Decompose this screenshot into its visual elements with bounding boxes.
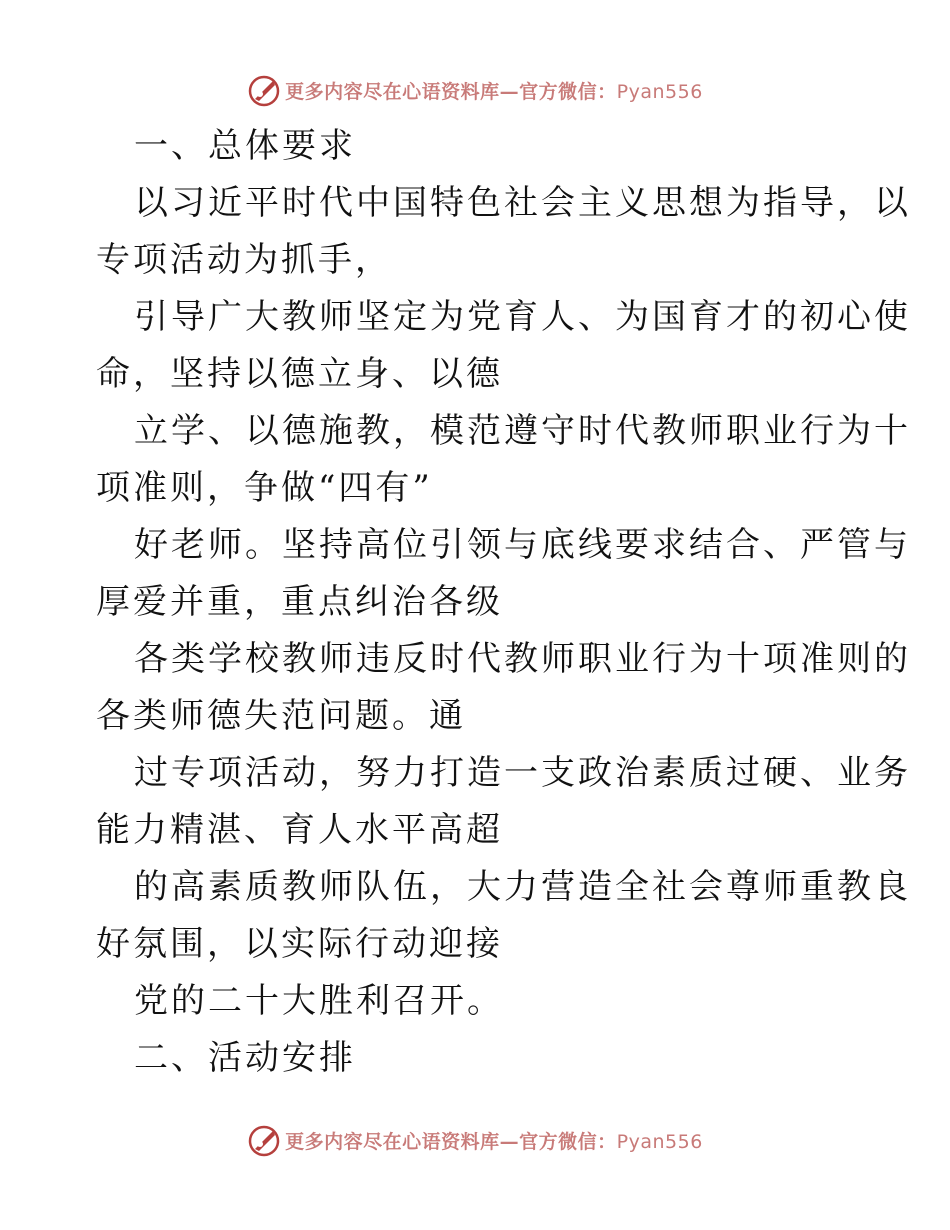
paragraph: 立学、以德施教，模范遵守时代教师职业行为十 项准则，争做“四有” <box>96 411 911 508</box>
paragraph: 各类学校教师违反时代教师职业行为十项准则的 各类师德失范问题。通 <box>96 639 911 736</box>
section-heading-1: 一、总体要求 <box>134 126 356 166</box>
watermark-header <box>0 70 950 110</box>
watermark-text: 更多内容尽在心语资料库—官方微信：Pyan556 <box>285 80 703 103</box>
paragraph: 过专项活动，努力打造一支政治素质过硬、业务 能力精湛、育人水平高超 <box>96 753 911 850</box>
document-body <box>96 118 911 1087</box>
paragraph: 以习近平时代中国特色社会主义思想为指导，以 专项活动为抓手， <box>96 183 911 280</box>
paragraph: 党的二十大胜利召开。 <box>134 981 504 1021</box>
watermark-footer <box>0 1120 950 1160</box>
paragraph: 引导广大教师坚定为党育人、为国育才的初心使 命，坚持以德立身、以德 <box>96 297 911 394</box>
quill-seal-icon <box>247 73 281 107</box>
quill-seal-icon <box>247 1123 281 1157</box>
paragraph: 的高素质教师队伍，大力营造全社会尊师重教良 好氛围，以实际行动迎接 <box>96 867 911 964</box>
paragraph: 好老师。坚持高位引领与底线要求结合、严管与 厚爱并重，重点纠治各级 <box>96 525 911 622</box>
section-heading-2: 二、活动安排 <box>134 1038 356 1078</box>
watermark-text: 更多内容尽在心语资料库—官方微信：Pyan556 <box>285 1130 703 1153</box>
